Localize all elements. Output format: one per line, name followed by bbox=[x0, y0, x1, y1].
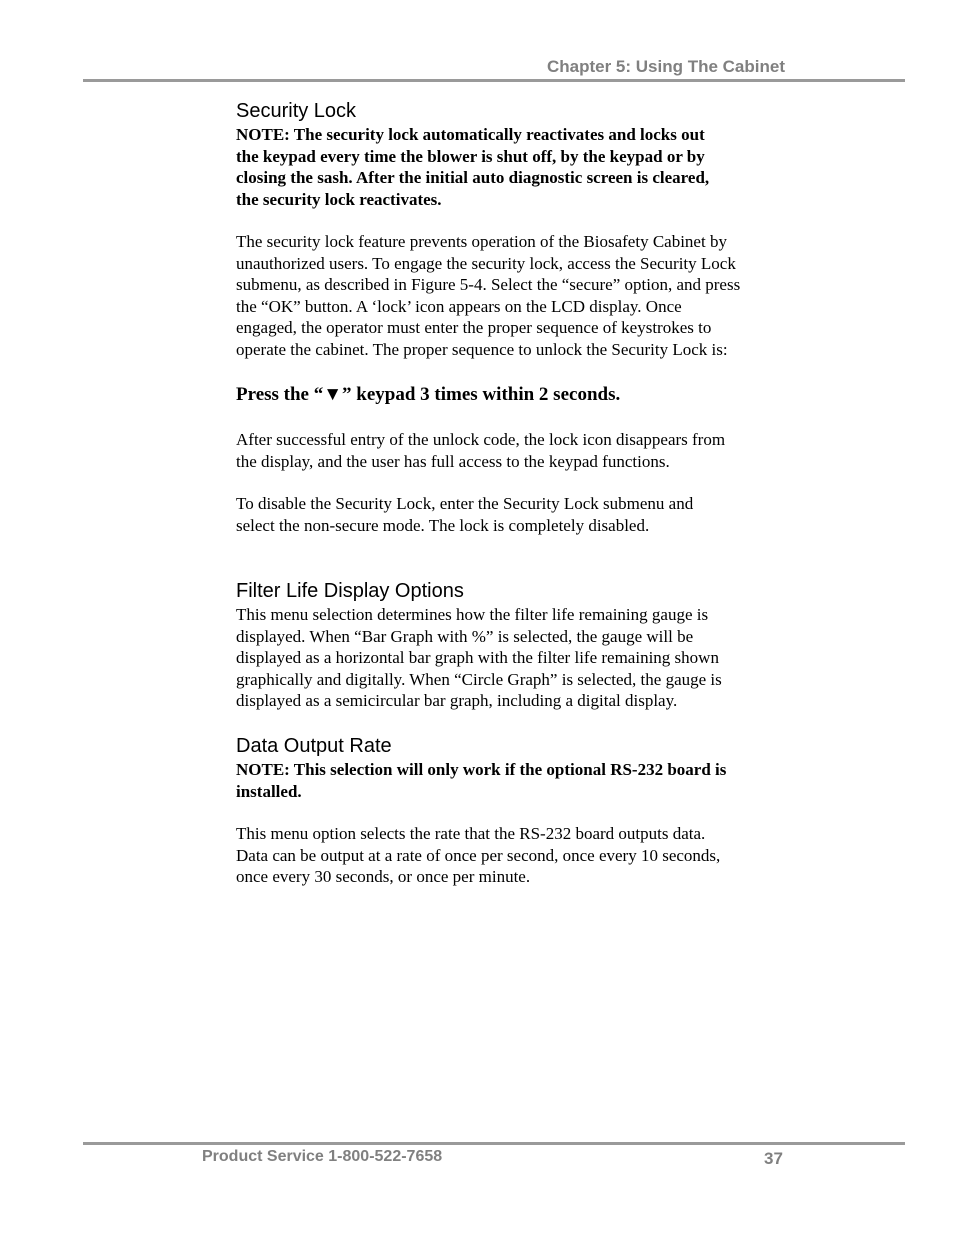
body-line: graphically and digitally. When “Circle Graph” is selected, the gauge is bbox=[236, 669, 722, 689]
note-line: closing the sash. After the initial auto diagnostic screen is cleared, bbox=[236, 168, 710, 188]
body-line: displayed. When “Bar Graph with %” is selected, the gauge will be bbox=[236, 626, 694, 646]
body-line: displayed as a horizontal bar graph with the filter life remaining shown bbox=[236, 648, 719, 668]
body-line: displayed as a semicircular bar graph, including a digital display. bbox=[236, 691, 678, 711]
body-line: once every 30 seconds, or once per minute. bbox=[236, 867, 531, 887]
keypress-text: Press the “▼” keypad 3 times within 2 seconds. bbox=[236, 384, 621, 405]
body-line: After successful entry of the unlock code, the lock icon disappears from bbox=[236, 430, 726, 449]
note-line: installed. bbox=[236, 781, 302, 801]
security-lock-section bbox=[236, 99, 356, 123]
body-line: Data can be output at a rate of once per second, once every 10 seconds, bbox=[236, 845, 721, 865]
note-line: the security lock reactivates. bbox=[236, 189, 442, 209]
body-line: the display, and the user has full access to the keypad functions. bbox=[236, 451, 670, 471]
body-line: This menu selection determines how the filter life remaining gauge is bbox=[236, 605, 709, 624]
data-output-body bbox=[236, 823, 720, 888]
body-line: The security lock feature prevents operation of the Biosafety Cabinet by bbox=[236, 232, 727, 251]
filter-life-heading: Filter Life Display Options bbox=[236, 580, 464, 602]
product-service-phone: Product Service 1-800-522-7658 bbox=[202, 1148, 443, 1165]
security-lock-note bbox=[236, 124, 709, 210]
security-lock-body bbox=[236, 231, 740, 361]
data-output-heading: Data Output Rate bbox=[236, 735, 392, 757]
chapter-header: Chapter 5: Using The Cabinet bbox=[546, 57, 785, 76]
body-line: select the non-secure mode. The lock is completely disabled. bbox=[236, 515, 650, 535]
data-output-note bbox=[236, 759, 726, 802]
body-line: engaged, the operator must enter the proper sequence of keystrokes to bbox=[236, 318, 712, 338]
filter-life-body bbox=[236, 604, 722, 712]
note-line: NOTE: This selection will only work if the optional RS-232 board is bbox=[236, 760, 727, 779]
note-line: NOTE: The security lock automatically reactivates and locks out bbox=[236, 125, 705, 144]
footer-rule bbox=[83, 1142, 905, 1145]
body-line: the “OK” button. A ‘lock’ icon appears on the LCD display. Once bbox=[236, 296, 682, 316]
page-number: 37 bbox=[764, 1149, 783, 1168]
body-line: operate the cabinet. The proper sequence to unlock the Security Lock is: bbox=[236, 339, 728, 359]
security-lock-heading: Security Lock bbox=[236, 100, 357, 122]
body-line: unauthorized users. To engage the security lock, access the Security Lock bbox=[236, 253, 736, 273]
data-output-section bbox=[236, 734, 392, 758]
keypress-instruction bbox=[236, 383, 620, 407]
body-line: To disable the Security Lock, enter the Security Lock submenu and bbox=[236, 494, 694, 513]
header-rule bbox=[83, 79, 905, 82]
unlock-result-paragraph bbox=[236, 429, 725, 472]
disable-lock-paragraph bbox=[236, 493, 693, 536]
filter-life-section bbox=[236, 579, 464, 603]
body-line: This menu option selects the rate that the RS-232 board outputs data. bbox=[236, 824, 706, 843]
body-line: submenu, as described in Figure 5-4. Select the “secure” option, and press bbox=[236, 275, 741, 295]
note-line: the keypad every time the blower is shut off, by the keypad or by bbox=[236, 146, 705, 166]
